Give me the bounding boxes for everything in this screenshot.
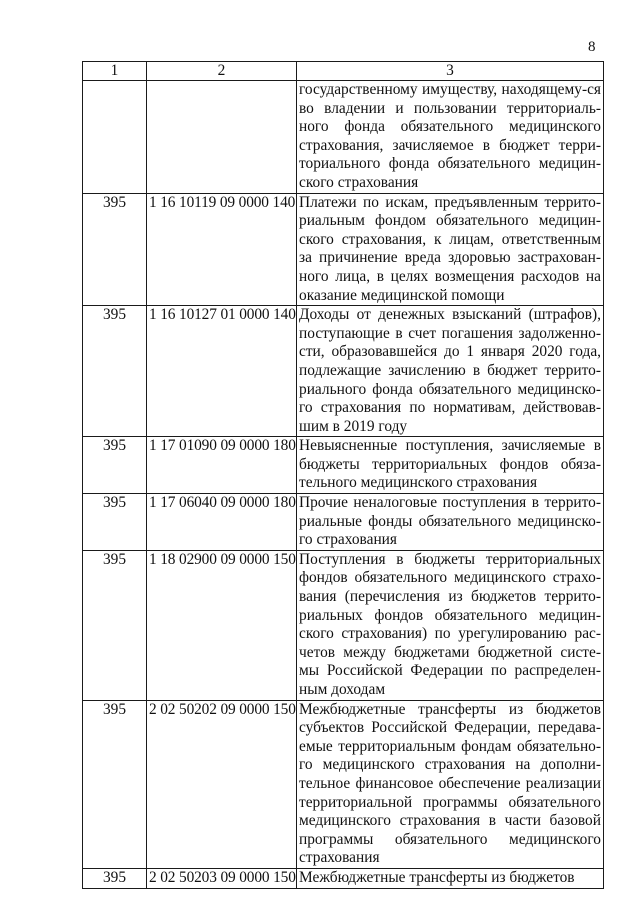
row-description: Межбюджетные трансферты из бюджетов субъектов Российской Федерации, передава-емые территориальным фондам обязательно-го медицинского страхования на дополни-тельное финансовое обеспечение реализации территориальной программы обязательного медицинского страхования в части базовой программы обязательного медицинского страхования — [297, 700, 604, 868]
row-admin-code: 395 — [83, 700, 147, 868]
row-description: Платежи по искам, предъявленным террито-риальным фондом обязательного медицин-ского страхования, к лицам, ответственным за причинение вреда здоровью застрахован-ного лица, в целях возмещения расходов на оказание медицинской помощи — [297, 193, 604, 306]
row-budget-code: 1 17 01090 09 0000 180 — [147, 437, 297, 494]
row-budget-code: 1 17 06040 09 0000 180 — [147, 494, 297, 551]
page-number: 8 — [588, 39, 596, 55]
table-row — [83, 193, 604, 306]
row-description: Доходы от денежных взысканий (штрафов), поступающие в счет погашения задолженно-сти, образовавшейся до 1 января 2020 года, подлежащие зачислению в бюджет террито-риального фонда обязательного медицинско-го страхования по нормативам, действовав-шим в 2019 году — [297, 306, 604, 437]
row-admin-code: 395 — [83, 437, 147, 494]
header-col-1: 1 — [83, 62, 147, 81]
row-admin-code: 395 — [83, 494, 147, 551]
row-budget-code: 1 16 10119 09 0000 140 — [147, 193, 297, 306]
row-admin-code: 395 — [83, 306, 147, 437]
header-col-2: 2 — [147, 62, 297, 81]
row-description: Прочие неналоговые поступления в террито-риальные фонды обязательного медицинско-го страхования — [297, 494, 604, 551]
row-description: Межбюджетные трансферты из бюджетов — [297, 868, 604, 888]
table-row — [83, 550, 604, 700]
table-row — [83, 437, 604, 494]
table-row — [83, 494, 604, 551]
row-description: Невыясненные поступления, зачисляемые в бюджеты территориальных фондов обяза-тельного медицинского страхования — [297, 437, 604, 494]
row-budget-code — [147, 81, 297, 194]
row-budget-code: 2 02 50203 09 0000 150 — [147, 868, 297, 888]
table-header-row — [83, 62, 604, 81]
row-description: государственному имуществу, находящему-ся во владении и пользовании территориаль-ного фонда обязательного медицинского страхования, зачисляемое в бюджет терри-ториального фонда обязательного медицин-ского страхования — [297, 81, 604, 194]
row-admin-code: 395 — [83, 550, 147, 700]
table-row — [83, 868, 604, 888]
header-col-3: 3 — [297, 62, 604, 81]
table-row — [83, 306, 604, 437]
row-budget-code: 2 02 50202 09 0000 150 — [147, 700, 297, 868]
row-admin-code: 395 — [83, 868, 147, 888]
row-description: Поступления в бюджеты территориальных фондов обязательного медицинского страхо-вания (перечисления из бюджетов террито-риальных фондов обязательного медицин-ского страхования) по урегулированию рас-четов между бюджетами бюджетной систе-мы Российской Федерации по распределен-ным доходам — [297, 550, 604, 700]
table-row — [83, 81, 604, 194]
row-admin-code: 395 — [83, 193, 147, 306]
row-budget-code: 1 16 10127 01 0000 140 — [147, 306, 297, 437]
row-admin-code — [83, 81, 147, 194]
table-row — [83, 700, 604, 868]
row-budget-code: 1 18 02900 09 0000 150 — [147, 550, 297, 700]
revenue-codes-table — [82, 61, 604, 889]
